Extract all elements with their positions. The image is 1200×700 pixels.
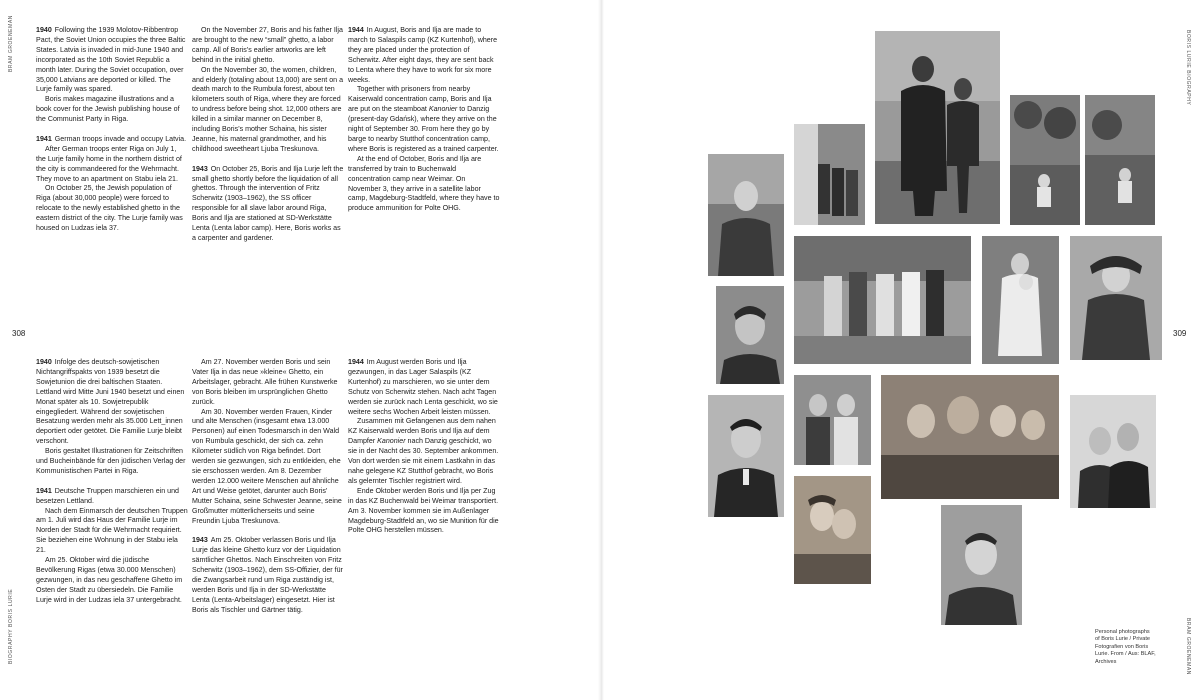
photo-young-man-portrait	[716, 286, 784, 384]
photo-man-with-children-sepia	[881, 375, 1059, 499]
photo-group-outside-house	[794, 124, 865, 225]
photo-two-girls-sepia	[794, 476, 871, 584]
german-column-3	[348, 358, 500, 536]
paragraph: Together with prisoners from nearby Kaiserwald concentration camp, Boris and Ilja are put on the steamboat Kanonier to Danzig (present-day Gdańsk), where they arrive on the night of September 30. From here they go by barge to nearby Stutthof concentration camp, where Boris is registered as a trained carpenter.	[348, 85, 499, 153]
german-column-1	[36, 358, 188, 606]
photo-family-group-outdoors	[794, 236, 971, 364]
running-head-left-bottom: BIOGRAPHY BORIS LURIE	[8, 588, 14, 664]
paragraph: At the end of October, Boris and Ilja are transferred by train to Buchenwald concentration camp near Weimar. On November 3, they arrive in a satellite labor camp, Magdeburg-Stadtfeld, where they have to produce ammunition for Polte OHG.	[348, 154, 500, 213]
book-gutter	[598, 0, 604, 700]
photo-father-and-son-standing	[875, 31, 1000, 224]
paragraph: 1943 Am 25. Oktober verlassen Boris und Ilja Lurje das kleine Ghetto kurz vor der Liquidation sämtlicher Ghettos. Nach Einschreiten von Fritz Scherwitz (1903–1962), dem SS-Offizier, der für die Zwangsarbeit rund um Riga zuständig ist, werden Boris und Ilja in der SD-Werkstätte Lenta (Lenta-Arbeitslager) eingesetzt. Hier ist Boris als Tischler und Gärtner tätig.	[192, 536, 343, 614]
photo-child-in-garden-1	[1010, 95, 1080, 225]
caption-line: Lurie. From / Aus: BLAF,	[1095, 651, 1156, 658]
paragraph: 1943 On October 25, Boris and Ilja Lurje left the small ghetto shortly before the liquidation of all ghettos. Through the intervention of Fritz Scherwitz (1903–1962), the SS officer responsible for all slave labor around Riga, Boris and Ilja are stationed at SD-Werkstätte Lenta (Lenta labor camp). Here, Boris works as a carpenter and gardener.	[192, 164, 344, 243]
photo-couple-portrait	[1070, 395, 1156, 508]
photo-caption	[1095, 629, 1170, 666]
paragraph: Zusammen mit Gefangenen aus dem nahen KZ Kaiserwald werden Boris und Ilja auf dem Dampfer Kanonier nach Danzig geschickt, wo sie in der Nacht des 30. September ankommen. Von dort werden sie mit einem Lastkahn in das nahe gelegene KZ Stutthof gebracht, wo Boris als gelernter Tischler registriert wird.	[348, 417, 499, 485]
running-head-right-bottom: BRAM GROENEMAN	[1185, 618, 1191, 676]
paragraph: 1940 Following the 1939 Molotov-Ribbentrop Pact, the Soviet Union occupies the three Baltic States. Latvia is invaded in mid-June 1940 and incorporated as the 10th Soviet Republic a month later. During the Soviet occupation, over 35,000 Latvians are deported or killed. The Lurje family was spared.	[36, 26, 186, 94]
paragraph: 1941 Deutsche Truppen marschieren ein und besetzen Lettland.	[36, 486, 179, 505]
page-number-left: 308	[12, 329, 26, 338]
english-column-2	[192, 26, 344, 244]
photo-child-seated-portrait	[1070, 236, 1162, 360]
photo-young-man-bust-portrait	[941, 505, 1022, 625]
photo-man-in-suit-portrait	[708, 395, 784, 517]
paragraph: 1940 Infolge des deutsch-sowjetischen Nichtangriffspakts von 1939 besetzt die Sowjetunion die drei baltischen Staaten. Lettland wird Mitte Juni 1940 besetzt und einen Monat später als 10. Sowjetrepublik eingegliedert. Während der sowjetischen Besatzung werden mehr als 35.000 Lett_innen deportiert oder getötet. Die Familie Lurje bleibt verschont.	[36, 358, 185, 446]
paragraph: Ende Oktober werden Boris und Ilja per Zug in das KZ Buchenwald bei Weimar transportiert. Am 3. November kommen sie im Außenlager Magdeburg-Stadtfeld an, wo sie Munition für die Polte OHG herstellen müssen.	[348, 486, 499, 535]
caption-line: of Boris Lurie / Private	[1095, 636, 1151, 643]
caption-line: Personal photographs	[1095, 629, 1150, 635]
english-column-1	[36, 26, 188, 234]
paragraph: On the November 27, Boris and his father Ilja are brought to the new “small” ghetto, a labor camp. All of Boris’s earlier artworks are left behind in the initial ghetto.	[192, 26, 343, 64]
paragraph: 1941 German troops invade and occupy Latvia.	[36, 134, 187, 143]
photo-boy-portrait-outdoors	[708, 154, 784, 276]
photo-woman-holding-child	[982, 236, 1059, 364]
paragraph: Am 25. Oktober wird die jüdische Bevölkerung Rigas (etwa 30.000 Menschen) gezwungen, in das neu geschaffene Ghetto im Osten der Stadt zu übersiedeln. Die Familie Lurje wird in der Ludzas iela 37 untergebracht.	[36, 556, 183, 604]
photo-two-children	[794, 375, 871, 465]
paragraph: Nach dem Einmarsch der deutschen Truppen am 1. Juli wird das Haus der Familie Lurje im Norden der Stadt für die Wehrmacht requiriert. Sie beziehen eine Wohnung in der Stabu iela 21.	[36, 506, 188, 555]
paragraph: 1944 Im August werden Boris und Ilja gezwungen, in das Lager Salaspils (KZ Kurtenhof) zu marschieren, wo sie unter dem Schutz von Scherwitz stehen. Nach acht Tagen werden sie zurück nach Lenta geschickt, wo sie weitere sechs Wochen Arbeit leisten müssen.	[348, 358, 498, 416]
paragraph: Boris gestaltet Illustrationen für Zeitschriften und Bucheinbände für den jüdischen Verlag der Kommunistischen Partei in Riga.	[36, 447, 186, 475]
paragraph: Am 27. November werden Boris und sein Vater Ilja in das neue »kleine« Ghetto, ein Arbeitslager, gebracht. Alle frühen Kunstwerke von Boris bleiben im ursprünglichen Ghetto zurück.	[192, 358, 338, 406]
paragraph: Am 30. November werden Frauen, Kinder und alte Menschen (insgesamt etwa 13.000 Personen) auf einen Todesmarsch in den Wald von Rumbula geschickt, der sich ca. zehn Kilometer südlich von Riga befindet. Dort werden sie gezwungen, sich zu entkleiden, ehe sie erschossen werden. Am 8. Dezember werden 12.000 weitere Menschen auf ähnliche Art und Weise getötet, darunter auch Boris’ Mutter Schaina, seine Schwester Jeanne, seine Großmutter mütterlicherseits und seine Freundin Ljuba Treskunova.	[192, 407, 342, 525]
paragraph: Boris makes magazine illustrations and a book cover for the Jewish publishing house of the Communist Party in Riga.	[36, 95, 180, 124]
paragraph: After German troops enter Riga on July 1, the Lurje family home in the northern district of the city is commandeered for the Wehrmacht. They move to an apartment on Stabu iela 21.	[36, 144, 182, 183]
photo-child-in-garden-2	[1085, 95, 1155, 225]
paragraph: 1944 In August, Boris and Ilja are made to march to Salaspils camp (KZ Kurtenhof), where they are placed under the protection of Scherwitz. After eight days, they are sent back to Lenta where they have to work for six more weeks.	[348, 26, 498, 84]
paragraph: On the November 30, the women, children, and elderly (totaling about 13,000) are sent on a death march to the Rumbula forest, about ten kilometers south of Riga, where they are forced to undress before being shot. 12,000 others are killed in a similar manner on December 8, including Boris’s mother Schaina, his sister Jeanne, his maternal grandmother, and his childhood sweetheart Ljuba Treskunova.	[192, 65, 344, 153]
page-number-right: 309	[1173, 329, 1187, 338]
running-head-right-top: BORIS LURIE BIOGRAPHY	[1185, 30, 1191, 106]
paragraph: On October 25, the Jewish population of Riga (about 30,000 people) were forced to relocate to the newly established ghetto in the eastern district of the city. The Lurje family was housed on Ludzas iela 37.	[36, 184, 183, 233]
english-column-3	[348, 26, 500, 214]
caption-line: Fotografien von Boris	[1095, 643, 1149, 650]
running-head-left-top: BRAM GROENEMAN	[8, 14, 14, 72]
german-column-2	[192, 358, 344, 616]
caption-line: Archives	[1095, 658, 1117, 665]
